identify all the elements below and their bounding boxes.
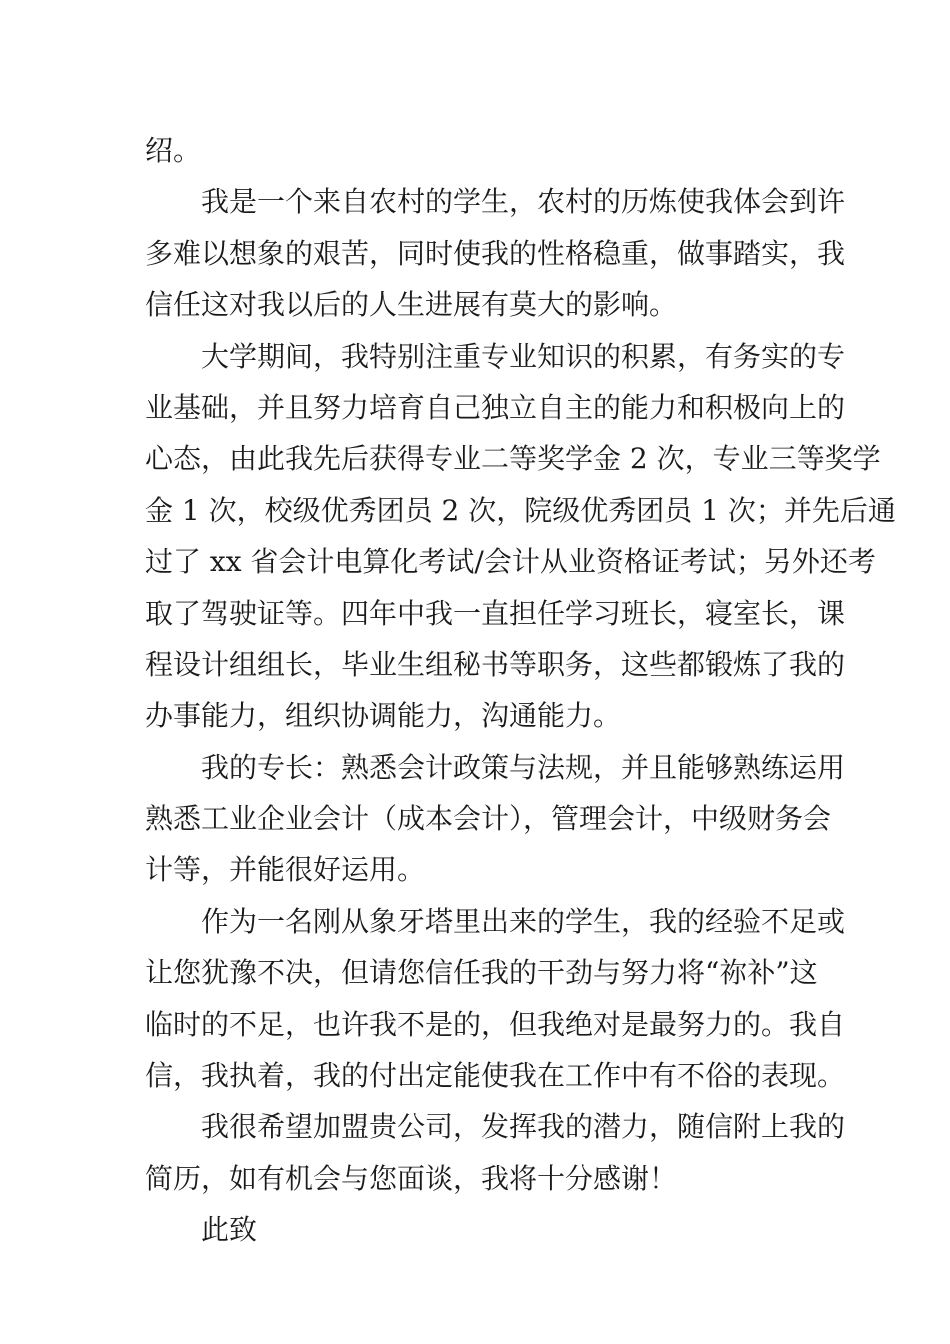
text-line: 多难以想象的艰苦，同时使我的性格稳重，做事踏实，我: [145, 236, 846, 270]
text-line: 信任这对我以后的人生进展有莫大的影响。: [145, 288, 678, 322]
text-line: 过了 xx 省会计电算化考试/会计从业资格证考试；另外还考: [145, 545, 876, 579]
text-line: 绍。: [145, 134, 202, 167]
text-line: 取了驾驶证等。四年中我一直担任学习班长，寝室长，课: [145, 596, 846, 630]
text-line: 大学期间，我特别注重专业知识的积累，有务实的专: [201, 339, 846, 373]
text-line: 办事能力，组织协调能力，沟通能力。: [145, 699, 622, 733]
text-line: 业基础，并且努力培育自己独立自主的能力和积极向上的: [145, 390, 846, 424]
text-line: 信，我执着，我的付出定能使我在工作中有不俗的表现。: [145, 1059, 846, 1093]
letter-body: [145, 125, 896, 1256]
closing-salutation: 此致: [201, 1213, 258, 1247]
text-line: 熟悉工业企业会计（成本会计），管理会计，中级财务会: [145, 802, 832, 836]
text-line: 我很希望加盟贵公司，发挥我的潜力，随信附上我的: [201, 1110, 846, 1144]
text-line: 作为一名刚从象牙塔里出来的学生，我的经验不足或: [201, 904, 846, 938]
text-line: 让您犹豫不决，但请您信任我的干劲与努力将“祢补”这: [145, 956, 818, 990]
text-line: 我的专长：熟悉会计政策与法规，并且能够熟练运用: [201, 750, 846, 784]
text-line: 计等，并能很好运用。: [145, 853, 426, 887]
text-line: 程设计组组长，毕业生组秘书等职务，这些都锻炼了我的: [145, 647, 846, 681]
text-line: 临时的不足，也许我不是的，但我绝对是最努力的。我自: [145, 1007, 846, 1041]
text-line: 我是一个来自农村的学生，农村的历炼使我体会到许: [201, 185, 846, 219]
text-line: 简历，如有机会与您面谈，我将十分感谢！: [145, 1161, 678, 1195]
text-line: 心态，由此我先后获得专业二等奖学金 2 次，专业三等奖学: [145, 442, 881, 476]
text-line: 金 1 次，校级优秀团员 2 次，院级优秀团员 1 次；并先后通: [145, 493, 896, 527]
